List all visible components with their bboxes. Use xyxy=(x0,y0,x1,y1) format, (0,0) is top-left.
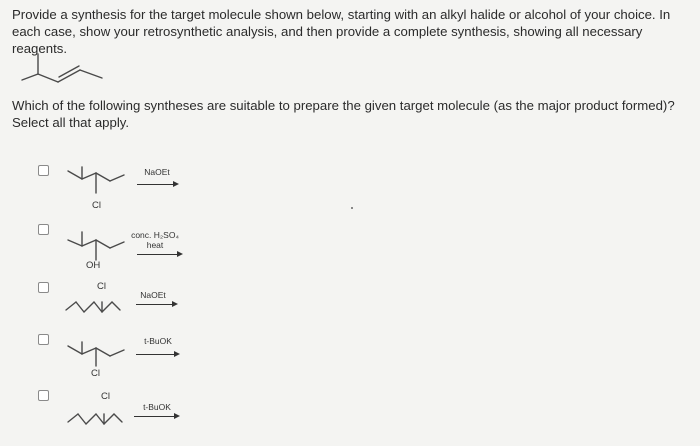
question-1-text: Provide a synthesis for the target molecule shown below, starting with an alkyl halide or alcohol of your choice. In each case, show your retrosynthetic analysis, and then provide a complete synthesis, showing all necessary reagents. xyxy=(12,7,671,56)
option-2-reagent-line2: heat xyxy=(146,240,164,250)
option-1-reaction-arrow xyxy=(137,184,177,185)
option-4-reaction-arrow xyxy=(136,354,178,355)
option-4-checkbox[interactable] xyxy=(38,334,49,345)
option-5-checkbox[interactable] xyxy=(38,390,49,401)
target-molecule-structure xyxy=(18,52,118,88)
option-2-reagent-line1: conc. H₂SO₄ xyxy=(131,230,179,240)
option-2-checkbox[interactable] xyxy=(38,224,49,235)
option-1-structure xyxy=(62,161,132,205)
option-3-substituent-label: Cl xyxy=(97,281,106,292)
question-2-text: Which of the following syntheses are suitable to prepare the given target molecule (as the major product formed)? Select all that apply. xyxy=(12,98,675,130)
option-3-reagent xyxy=(133,290,173,300)
option-3-checkbox[interactable] xyxy=(38,282,49,293)
option-1-substituent-label: Cl xyxy=(92,200,101,211)
option-2-reaction-arrow xyxy=(137,254,181,255)
option-5-reaction-arrow xyxy=(134,416,178,417)
option-2-reagent xyxy=(126,230,184,250)
answer-option-5 xyxy=(0,386,700,446)
answer-option-2 xyxy=(0,218,700,278)
option-4-reagent-line1: t-BuOK xyxy=(144,336,172,346)
option-1-reagent-line1: NaOEt xyxy=(144,167,170,177)
option-1-reagent xyxy=(133,167,181,177)
option-5-structure xyxy=(64,396,134,432)
answer-option-3 xyxy=(0,278,700,338)
option-4-reagent xyxy=(138,336,178,346)
option-5-reagent-line1: t-BuOK xyxy=(143,402,171,412)
stray-mark xyxy=(351,207,353,209)
option-3-reagent-line1: NaOEt xyxy=(140,290,166,300)
answer-option-4 xyxy=(0,330,700,390)
option-4-substituent-label: Cl xyxy=(91,368,100,379)
option-5-substituent-label: Cl xyxy=(101,391,110,402)
option-5-reagent xyxy=(137,402,177,412)
option-2-substituent-label: OH xyxy=(86,260,101,271)
option-1-checkbox[interactable] xyxy=(38,165,49,176)
option-3-reaction-arrow xyxy=(136,304,176,305)
answer-option-1 xyxy=(0,155,700,215)
